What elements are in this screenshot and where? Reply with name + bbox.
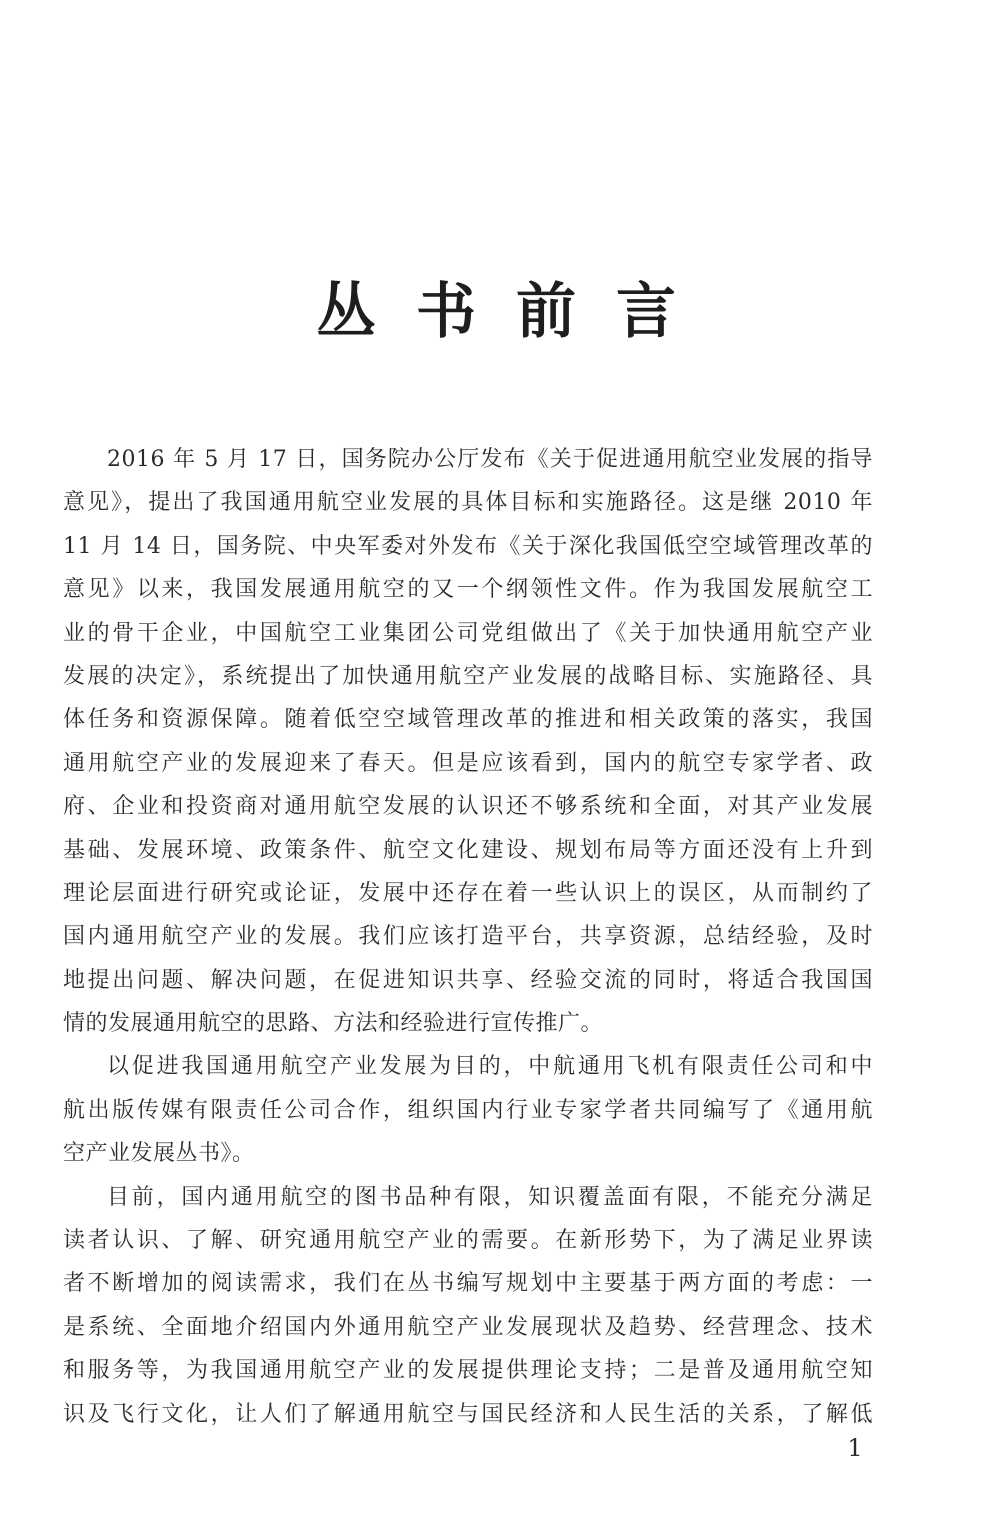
- text-line: 理论层面进行研究或论证，发展中还存在着一些认识上的误区，从而制约了: [63, 880, 873, 906]
- text-line: 目前，国内通用航空的图书品种有限，知识覆盖面有限，不能充分满足: [107, 1184, 873, 1210]
- text-line: 者不断增加的阅读需求，我们在丛书编写规划中主要基于两方面的考虑：一: [63, 1271, 873, 1297]
- text-line: 地提出问题、解决问题，在促进知识共享、经验交流的同时，将适合我国国: [63, 967, 873, 993]
- text-line: 意见》，提出了我国通用航空业发展的具体目标和实施路径。这是继 2010 年: [63, 490, 873, 516]
- text-line: 航出版传媒有限责任公司合作，组织国内行业专家学者共同编写了《通用航: [63, 1097, 873, 1123]
- text-line: 2016 年 5 月 17 日，国务院办公厅发布《关于促进通用航空业发展的指导: [107, 447, 873, 472]
- text-line: 府、企业和投资商对通用航空发展的认识还不够系统和全面，对其产业发展: [63, 794, 873, 820]
- body-text: [63, 438, 873, 1436]
- text-line: 是系统、全面地介绍国内外通用航空产业发展现状及趋势、经营理念、技术: [63, 1314, 873, 1340]
- text-line: 体任务和资源保障。随着低空空域管理改革的推进和相关政策的落实，我国: [63, 707, 873, 733]
- text-line: 基础、发展环境、政策条件、航空文化建设、规划布局等方面还没有上升到: [63, 837, 873, 863]
- text-line: 国内通用航空产业的发展。我们应该打造平台，共享资源，总结经验，及时: [63, 924, 873, 950]
- text-line: 识及飞行文化，让人们了解通用航空与国民经济和人民生活的关系，了解低: [63, 1401, 873, 1427]
- text-line: 通用航空产业的发展迎来了春天。但是应该看到，国内的航空专家学者、政: [63, 750, 873, 776]
- text-line: 以促进我国通用航空产业发展为目的，中航通用飞机有限责任公司和中: [107, 1054, 873, 1080]
- text-line: 情的发展通用航空的思路、方法和经验进行宣传推广。: [63, 1011, 604, 1037]
- text-line: 业的骨干企业，中国航空工业集团公司党组做出了《关于加快通用航空产业: [63, 620, 873, 646]
- text-line: 和服务等，为我国通用航空产业的发展提供理论支持；二是普及通用航空知: [63, 1358, 873, 1384]
- text-line: 读者认识、了解、研究通用航空产业的需要。在新形势下，为了满足业界读: [63, 1228, 873, 1254]
- paragraph: [63, 1045, 873, 1175]
- page-number: 1: [847, 1434, 863, 1462]
- text-line: 意见》以来，我国发展通用航空的又一个纲领性文件。作为我国发展航空工: [63, 577, 873, 603]
- paragraph: [63, 438, 873, 1045]
- text-line: 发展的决定》，系统提出了加快通用航空产业发展的战略目标、实施路径、具: [63, 663, 873, 689]
- page-title: 丛书前言: [316, 277, 716, 347]
- text-line: 11 月 14 日，国务院、中央军委对外发布《关于深化我国低空空域管理改革的: [63, 533, 873, 559]
- text-line: 空产业发展丛书》。: [63, 1141, 255, 1167]
- paragraph: [63, 1176, 873, 1436]
